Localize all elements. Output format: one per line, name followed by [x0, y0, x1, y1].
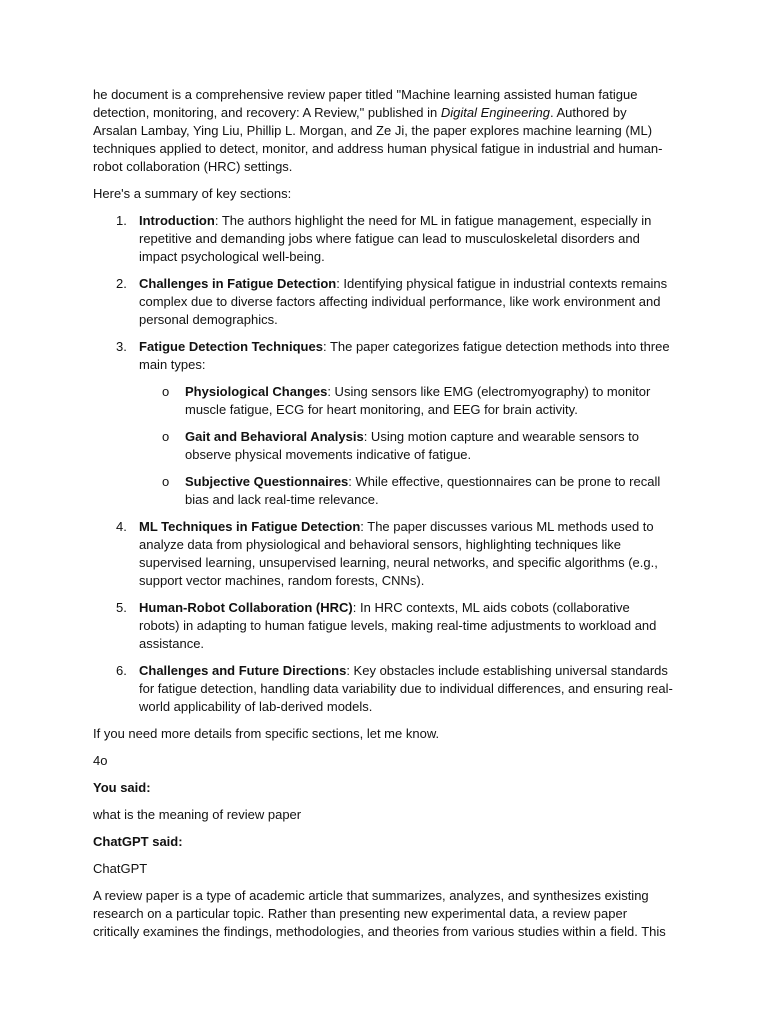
you-said-label: [93, 779, 673, 797]
list-item: [93, 599, 673, 653]
section-text: : Key obstacles include establishing universal standards for fatigue detection, handling data variability due to individual differences, and ensuring real-world applicability of lab-derived models.: [139, 663, 673, 714]
section-title: Fatigue Detection Techniques: [139, 339, 323, 354]
section-title: ML Techniques in Fatigue Detection: [139, 519, 361, 534]
bullet-marker: o: [162, 384, 170, 399]
sub-list-item: [139, 473, 673, 509]
list-item: [93, 518, 673, 590]
intro-text-a: he document is a comprehensive review paper titled "Machine learning assisted human fatigue detection, monitoring, and recovery: A Review," published in: [93, 87, 638, 120]
sub-list: [139, 383, 673, 509]
sub-item-text: : Using sensors like EMG (electromyography) to monitor muscle fatigue, ECG for heart monitoring, and EEG for brain activity.: [185, 384, 651, 417]
intro-text-b: . Authored by Arsalan Lambay, Ying Liu, Phillip L. Morgan, and Ze Ji, the paper explores machine learning (ML) techniques applied to detect, monitor, and address human physical fatigue in industrial and human-robot collaboration (HRC) settings.: [93, 105, 663, 174]
list-number: 5.: [116, 600, 127, 615]
summary-intro: Here's a summary of key sections:: [93, 186, 292, 201]
sub-item-text: : While effective, questionnaires can be prone to recall bias and lack real-time relevance.: [185, 474, 661, 507]
section-title: Introduction: [139, 213, 215, 228]
section-text: : The paper discusses various ML methods used to analyze data from physiological and behavioral sensors, highlighting techniques like supervised learning, unsupervised learning, neural networks, and specific algorithms (e.g., support vector machines, random forests, CNNs).: [139, 519, 658, 588]
bullet-marker: o: [162, 474, 170, 489]
list-item: [93, 212, 673, 266]
intro-paragraph: [93, 86, 673, 176]
chatgpt-said-label-text: ChatGPT said:: [93, 834, 183, 849]
section-text: : In HRC contexts, ML aids cobots (collaborative robots) in adapting to human fatigue levels, making real-time adjustments to workload and assistance.: [139, 600, 657, 651]
sub-item-title: Gait and Behavioral Analysis: [185, 429, 364, 444]
list-number: 3.: [116, 339, 127, 354]
section-text: : Identifying physical fatigue in industrial contexts remains complex due to diverse factors affecting individual performance, like work environment and personal demographics.: [139, 276, 668, 327]
sub-item-title: Subjective Questionnaires: [185, 474, 349, 489]
chatgpt-name: ChatGPT: [93, 861, 148, 876]
list-item: [93, 275, 673, 329]
you-said-label-text: You said:: [93, 780, 151, 795]
chatgpt-said-label: [93, 833, 673, 851]
closing-line: If you need more details from specific sections, let me know.: [93, 726, 440, 741]
list-number: 6.: [116, 663, 127, 678]
section-title: Human-Robot Collaboration (HRC): [139, 600, 353, 615]
sections-list: [93, 212, 673, 716]
bullet-marker: o: [162, 429, 170, 444]
sub-list-item: [139, 383, 673, 419]
section-text: : The paper categorizes fatigue detection methods into three main types:: [139, 339, 670, 372]
section-title: Challenges in Fatigue Detection: [139, 276, 337, 291]
sub-list-item: [139, 428, 673, 464]
list-item: [93, 662, 673, 716]
section-title: Challenges and Future Directions: [139, 663, 347, 678]
list-number: 2.: [116, 276, 127, 291]
model-tag: 4o: [93, 753, 108, 768]
list-item: [93, 338, 673, 509]
user-question: what is the meaning of review paper: [93, 807, 302, 822]
sub-item-text: : Using motion capture and wearable sensors to observe physical movements indicative of fatigue.: [185, 429, 640, 462]
sub-item-title: Physiological Changes: [185, 384, 328, 399]
journal-name: Digital Engineering: [440, 105, 550, 120]
section-text: : The authors highlight the need for ML in fatigue management, especially in repetitive and demanding jobs where fatigue can lead to musculoskeletal disorders and impact psychological well-being.: [139, 213, 652, 264]
list-number: 4.: [116, 519, 127, 534]
answer-paragraph: A review paper is a type of academic article that summarizes, analyzes, and synthesizes existing research on a particular topic. Rather than presenting new experimental data, a review paper critically examines the findings, methodologies, and theories from various studies within a field. This: [93, 888, 666, 939]
document-page: [93, 86, 673, 950]
list-number: 1.: [116, 213, 127, 228]
